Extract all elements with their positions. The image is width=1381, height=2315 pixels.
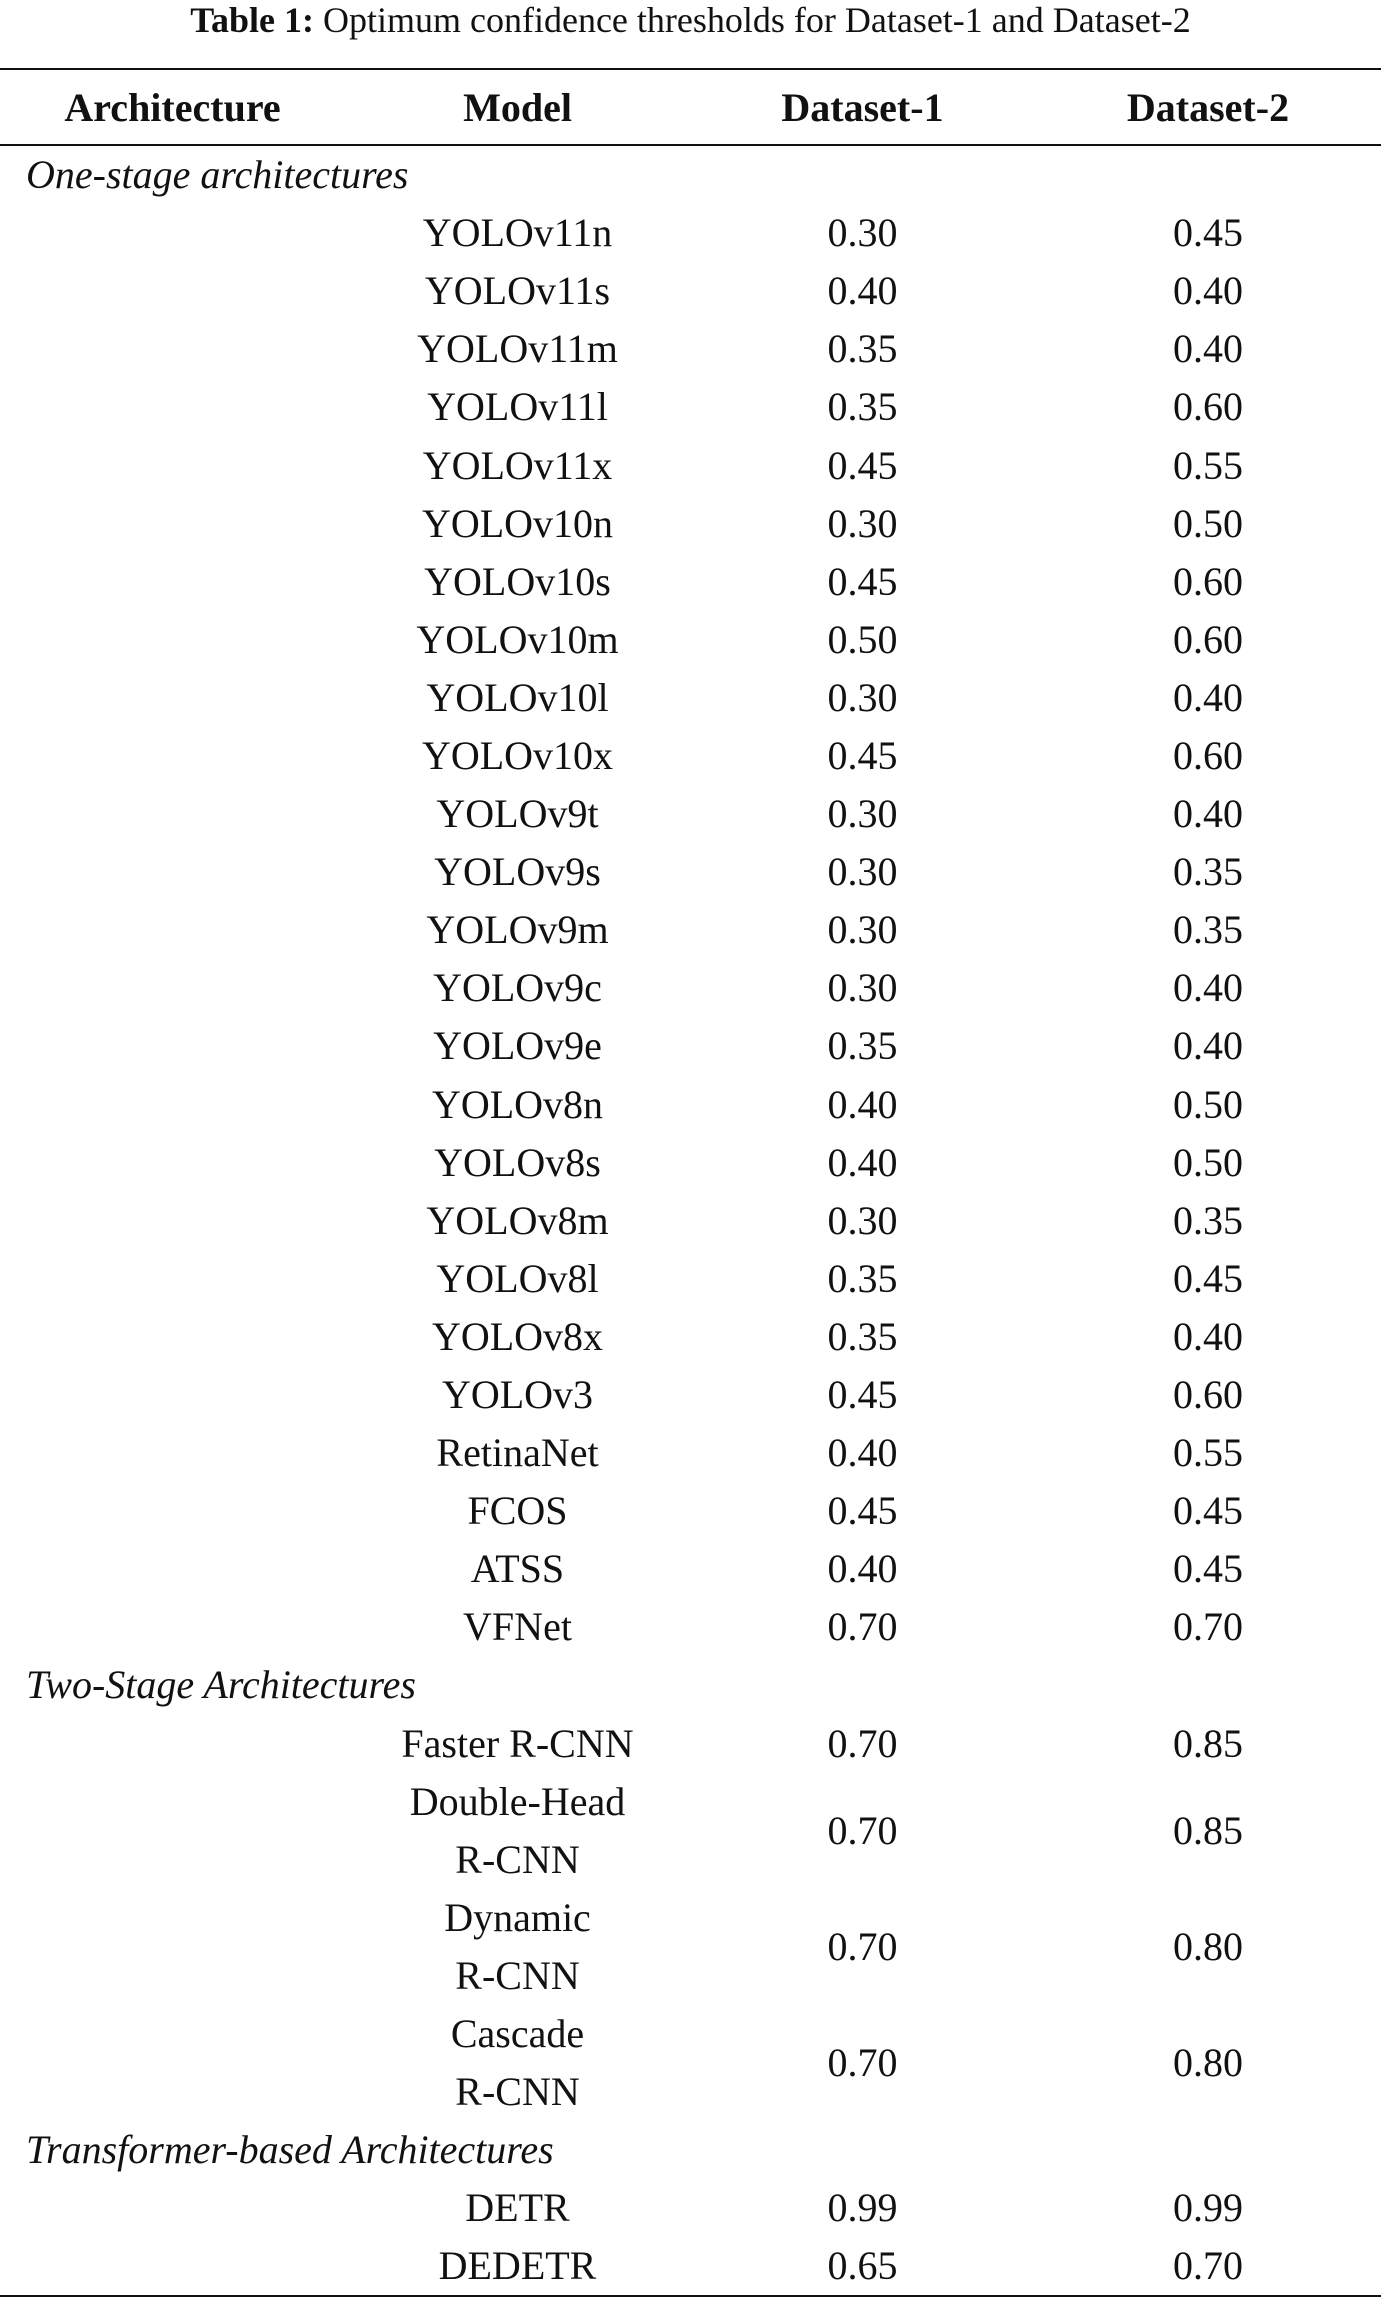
dataset-2-value: 0.40: [1173, 1313, 1243, 1359]
dataset-2-value: 0.40: [1173, 326, 1243, 372]
table-row: [0, 378, 1381, 436]
dataset-1-value: 0.35: [827, 1255, 898, 1301]
header-architecture: Architecture: [0, 69, 345, 145]
dataset-1-value: 0.35: [827, 326, 898, 372]
model-name-line: R-CNN: [455, 2068, 580, 2114]
dataset-2-value: 0.40: [1173, 791, 1243, 837]
model-name-line: R-CNN: [455, 1952, 580, 1998]
model-cell: YOLOv9c: [433, 965, 602, 1011]
architecture-cell: [0, 1424, 345, 1482]
dataset-1-value: 0.30: [827, 907, 898, 953]
architecture-cell: [0, 843, 345, 901]
dataset-1-value: 0.30: [827, 965, 898, 1011]
architecture-cell: [0, 1192, 345, 1250]
model-cell: YOLOv11s: [424, 268, 611, 314]
table-row: [0, 1076, 1381, 1134]
dataset-1-value: 0.30: [827, 791, 898, 837]
model-cell: YOLOv9m: [426, 907, 609, 953]
dataset-2-value: 0.55: [1173, 1430, 1243, 1476]
model-cell: YOLOv8x: [431, 1313, 604, 1359]
dataset-2-value: 0.35: [1173, 907, 1243, 953]
table-row: [0, 669, 1381, 727]
dataset-2-value: 0.80: [1173, 2039, 1243, 2085]
model-cell: YOLOv8m: [426, 1197, 609, 1243]
dataset-2-value: 0.60: [1173, 732, 1243, 778]
dataset-2-value: 0.35: [1173, 1197, 1243, 1243]
architecture-cell: [0, 1134, 345, 1192]
table-caption-text: Optimum confidence thresholds for Dataset-1 and Dataset-2: [313, 0, 1191, 40]
dataset-1-value: 0.45: [827, 1372, 898, 1418]
section-row: [0, 1656, 1381, 1714]
table-row: [0, 320, 1381, 378]
architecture-cell: [0, 611, 345, 669]
section-title: Two-Stage Architectures: [26, 1662, 416, 1708]
dataset-1-value: 0.40: [827, 268, 898, 314]
table-row: [0, 1540, 1381, 1598]
dataset-2-value: 0.55: [1173, 442, 1243, 488]
table-row: [0, 436, 1381, 494]
architecture-cell: [0, 2179, 345, 2237]
header-dataset-1: Dataset-1: [690, 69, 1035, 145]
architecture-cell: [0, 1017, 345, 1075]
model-cell: VFNet: [463, 1604, 572, 1650]
dataset-2-value: 0.40: [1173, 965, 1243, 1011]
table-row: [0, 1192, 1381, 1250]
dataset-1-value: 0.30: [827, 500, 898, 546]
dataset-1-value: 0.70: [827, 1807, 898, 1853]
model-cell: FCOS: [467, 1488, 568, 1534]
table-row: [0, 1715, 1381, 1773]
dataset-1-value: 0.40: [827, 1546, 898, 1592]
dataset-1-value: 0.50: [827, 616, 898, 662]
model-cell: YOLOv8s: [434, 1139, 601, 1185]
architecture-cell: [0, 959, 345, 1017]
architecture-cell: [0, 1889, 345, 2005]
dataset-1-value: 0.70: [827, 1604, 898, 1650]
model-cell: YOLOv9e: [433, 1023, 602, 1069]
dataset-2-value: 0.50: [1173, 1139, 1243, 1185]
architecture-cell: [0, 1250, 345, 1308]
model-cell: YOLOv10x: [421, 732, 614, 778]
dataset-1-value: 0.35: [827, 384, 898, 430]
architecture-cell: [0, 1308, 345, 1366]
table-row: [0, 1017, 1381, 1075]
table-body: [0, 145, 1381, 2296]
section-row: [0, 145, 1381, 204]
model-cell: YOLOv11l: [427, 384, 608, 430]
dataset-1-value: 0.35: [827, 1313, 898, 1359]
table-row: [0, 1366, 1381, 1424]
dataset-1-value: 0.40: [827, 1081, 898, 1127]
thresholds-table: [0, 68, 1381, 2297]
architecture-cell: [0, 553, 345, 611]
dataset-2-value: 0.99: [1173, 2184, 1243, 2230]
table-row: [0, 1424, 1381, 1482]
dataset-2-value: 0.35: [1173, 849, 1243, 895]
dataset-2-value: 0.45: [1173, 1488, 1243, 1534]
dataset-1-value: 0.30: [827, 849, 898, 895]
architecture-cell: [0, 320, 345, 378]
header-model: Model: [345, 69, 690, 145]
model-name-line: Cascade: [450, 2010, 585, 2056]
model-cell: [345, 1773, 690, 1889]
architecture-cell: [0, 1715, 345, 1773]
architecture-cell: [0, 1773, 345, 1889]
dataset-2-value: 0.60: [1173, 558, 1243, 604]
section-row: [0, 2121, 1381, 2179]
model-name-line: R-CNN: [455, 1836, 580, 1882]
model-cell: ATSS: [470, 1546, 565, 1592]
architecture-cell: [0, 901, 345, 959]
dataset-1-value: 0.30: [827, 674, 898, 720]
dataset-2-value: 0.40: [1173, 268, 1243, 314]
architecture-cell: [0, 669, 345, 727]
header-row: [0, 69, 1381, 145]
table-row: [0, 495, 1381, 553]
architecture-cell: [0, 1598, 345, 1656]
table-row: [0, 1773, 1381, 1889]
model-cell: YOLOv9s: [434, 849, 601, 895]
dataset-2-value: 0.50: [1173, 1081, 1243, 1127]
dataset-2-value: 0.50: [1173, 500, 1243, 546]
dataset-2-value: 0.70: [1035, 2237, 1381, 2296]
table-row: [0, 611, 1381, 669]
dataset-2-value: 0.40: [1173, 674, 1243, 720]
dataset-2-value: 0.60: [1173, 1372, 1243, 1418]
table-row: [0, 1134, 1381, 1192]
dataset-2-value: 0.80: [1173, 1923, 1243, 1969]
model-cell: YOLOv10l: [426, 674, 609, 720]
architecture-cell: [0, 495, 345, 553]
table-row: [0, 901, 1381, 959]
architecture-cell: [0, 2005, 345, 2121]
dataset-2-value: 0.40: [1173, 1023, 1243, 1069]
dataset-1-value: 0.40: [827, 1139, 898, 1185]
model-name-line: Dynamic: [444, 1894, 591, 1940]
table-caption-label: Table 1:: [190, 0, 314, 40]
dataset-1-value: 0.65: [690, 2237, 1035, 2296]
section-title: Transformer-based Architectures: [26, 2126, 554, 2172]
table-row: [0, 204, 1381, 262]
dataset-1-value: 0.70: [827, 1720, 898, 1766]
model-cell: Faster R-CNN: [401, 1720, 634, 1766]
dataset-2-value: 0.70: [1173, 1604, 1243, 1650]
architecture-cell: [0, 785, 345, 843]
dataset-2-value: 0.45: [1173, 1255, 1243, 1301]
section-title: One-stage architectures: [26, 152, 409, 198]
dataset-2-value: 0.85: [1173, 1720, 1243, 1766]
table-row: [0, 2179, 1381, 2237]
dataset-1-value: 0.40: [827, 1430, 898, 1476]
model-cell: YOLOv10m: [416, 616, 619, 662]
dataset-1-value: 0.45: [827, 1488, 898, 1534]
table-row: [0, 1889, 1381, 2005]
dataset-1-value: 0.70: [827, 2039, 898, 2085]
architecture-cell: [0, 1366, 345, 1424]
table-header: [0, 69, 1381, 145]
table-row: [0, 553, 1381, 611]
dataset-2-value: 0.45: [1173, 210, 1243, 256]
dataset-1-value: 0.45: [827, 442, 898, 488]
dataset-1-value: 0.30: [827, 1197, 898, 1243]
model-cell: [345, 2005, 690, 2121]
table-row: [0, 2005, 1381, 2121]
architecture-cell: [0, 1482, 345, 1540]
architecture-cell: [0, 2237, 345, 2296]
table-row: [0, 959, 1381, 1017]
model-cell: [345, 1889, 690, 2005]
dataset-1-value: 0.45: [827, 558, 898, 604]
table-caption: [0, 0, 1381, 62]
model-cell: YOLOv3: [441, 1372, 594, 1418]
model-cell: YOLOv10n: [421, 500, 614, 546]
architecture-cell: [0, 378, 345, 436]
dataset-1-value: 0.70: [827, 1923, 898, 1969]
dataset-1-value: 0.45: [827, 732, 898, 778]
model-cell: YOLOv11n: [422, 210, 613, 256]
architecture-cell: [0, 1540, 345, 1598]
dataset-2-value: 0.60: [1173, 616, 1243, 662]
table-row: [0, 1598, 1381, 1656]
table-row: [0, 1308, 1381, 1366]
dataset-2-value: 0.60: [1173, 384, 1243, 430]
table-row: [0, 843, 1381, 901]
model-cell: RetinaNet: [436, 1430, 599, 1476]
model-cell: YOLOv9t: [436, 791, 599, 837]
dataset-2-value: 0.85: [1173, 1807, 1243, 1853]
architecture-cell: [0, 727, 345, 785]
model-cell: YOLOv11m: [417, 326, 618, 372]
table-row: [0, 1482, 1381, 1540]
table-row: [0, 2237, 1381, 2296]
architecture-cell: [0, 262, 345, 320]
model-cell: DETR: [465, 2184, 570, 2230]
architecture-cell: [0, 436, 345, 494]
header-dataset-2: Dataset-2: [1035, 69, 1381, 145]
model-cell: YOLOv11x: [422, 442, 613, 488]
model-cell: YOLOv8n: [431, 1081, 604, 1127]
dataset-2-value: 0.45: [1173, 1546, 1243, 1592]
model-cell: YOLOv10s: [424, 558, 611, 604]
dataset-1-value: 0.99: [827, 2184, 898, 2230]
table-row: [0, 262, 1381, 320]
table-row: [0, 727, 1381, 785]
architecture-cell: [0, 204, 345, 262]
dataset-1-value: 0.35: [827, 1023, 898, 1069]
model-cell: YOLOv8l: [436, 1255, 599, 1301]
model-cell: DEDETR: [345, 2237, 690, 2296]
table-row: [0, 785, 1381, 843]
table-row: [0, 1250, 1381, 1308]
model-name-line: Double-Head: [409, 1778, 626, 1824]
architecture-cell: [0, 1076, 345, 1134]
dataset-1-value: 0.30: [827, 210, 898, 256]
